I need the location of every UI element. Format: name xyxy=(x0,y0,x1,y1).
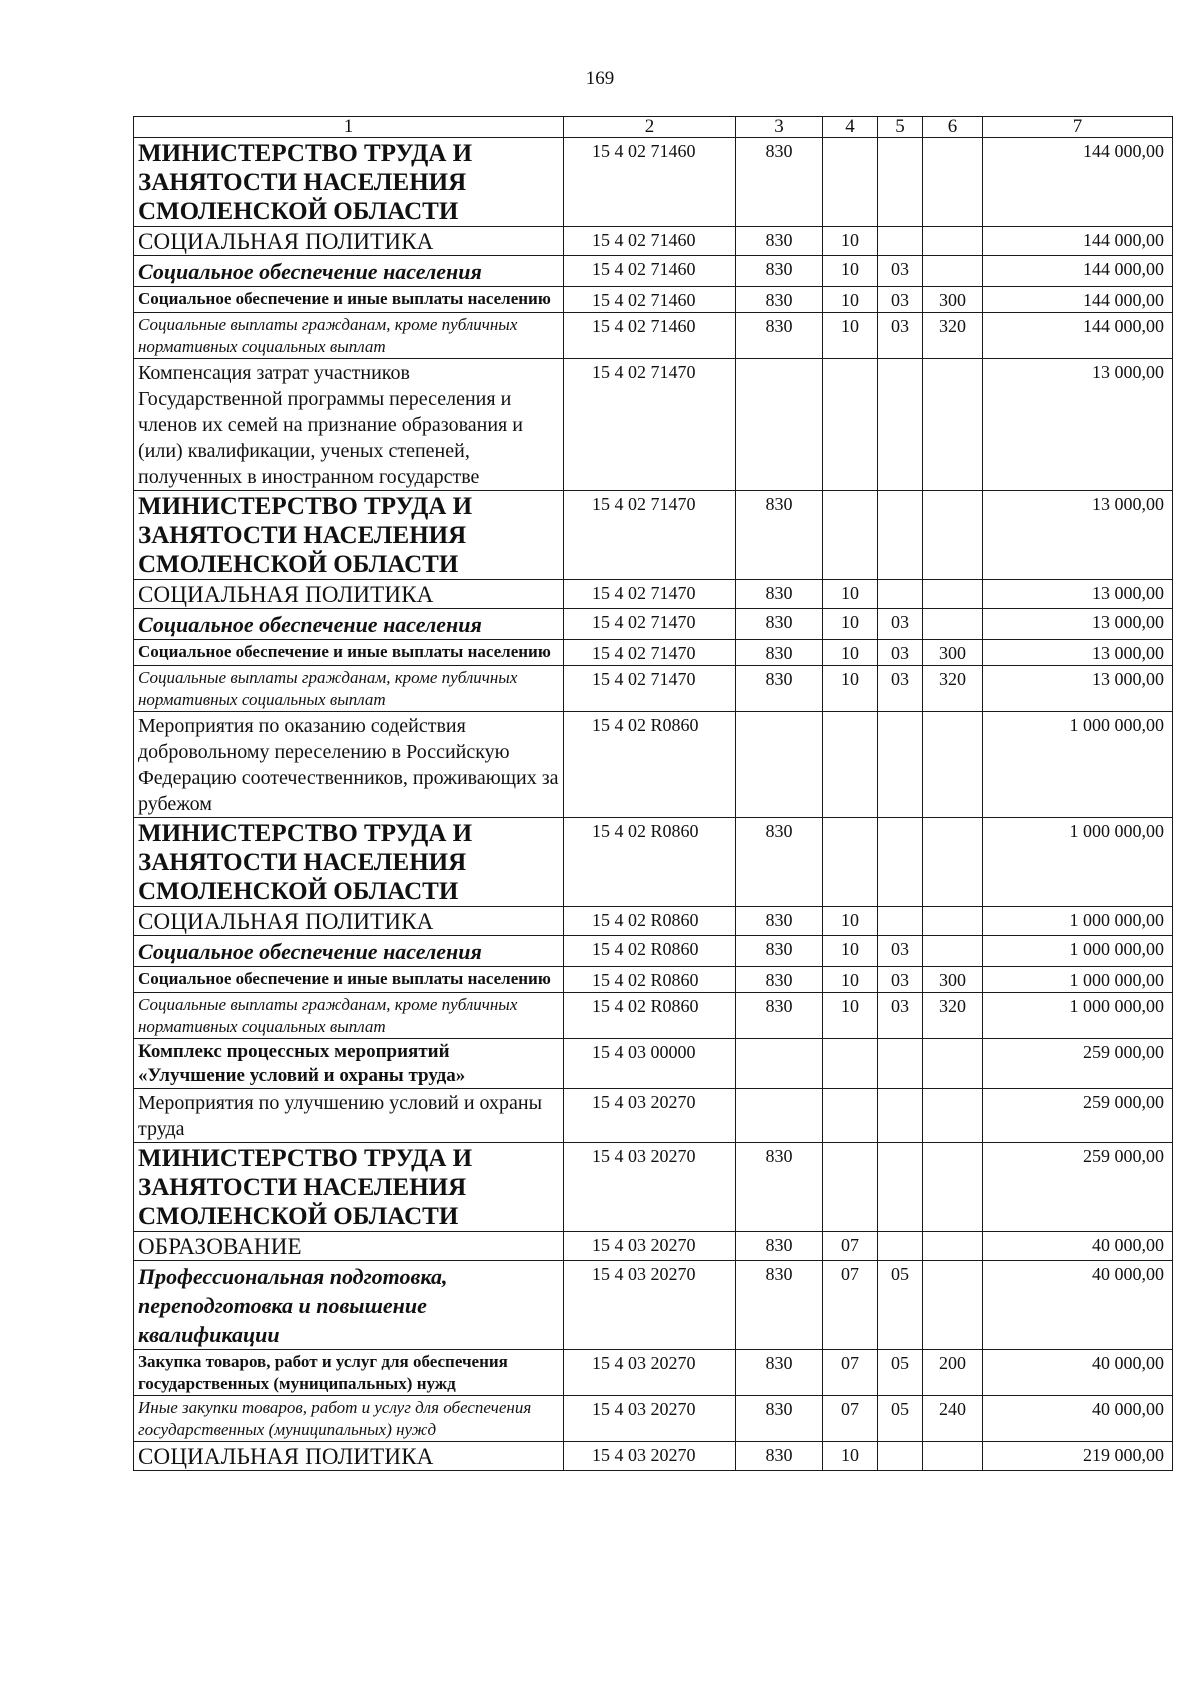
row-subsection-code xyxy=(878,359,923,491)
row-ministry-code: 830 xyxy=(736,491,823,580)
row-ministry-code xyxy=(736,359,823,491)
row-section-code xyxy=(823,138,878,227)
row-name: СОЦИАЛЬНАЯ ПОЛИТИКА xyxy=(134,907,564,936)
column-number: 7 xyxy=(983,117,1173,138)
row-expense-type-code xyxy=(923,1442,983,1471)
row-target-code: 15 4 02 71460 xyxy=(564,138,736,227)
table-row xyxy=(134,227,1173,256)
row-target-code: 15 4 02 71470 xyxy=(564,491,736,580)
table-row xyxy=(134,1039,1173,1089)
row-amount: 13 000,00 xyxy=(983,666,1173,712)
row-target-code: 15 4 02 R0860 xyxy=(564,967,736,993)
row-expense-type-code: 240 xyxy=(923,1396,983,1442)
row-section-code xyxy=(823,1089,878,1143)
table-row xyxy=(134,818,1173,907)
row-amount: 1 000 000,00 xyxy=(983,936,1173,967)
row-amount: 13 000,00 xyxy=(983,491,1173,580)
row-ministry-code: 830 xyxy=(736,1232,823,1261)
row-section-code: 10 xyxy=(823,993,878,1039)
row-amount: 259 000,00 xyxy=(983,1039,1173,1089)
row-amount: 144 000,00 xyxy=(983,256,1173,287)
row-expense-type-code xyxy=(923,491,983,580)
row-name: Социальное обеспечение населения xyxy=(134,609,564,640)
table-row xyxy=(134,1261,1173,1350)
row-expense-type-code xyxy=(923,907,983,936)
row-ministry-code: 830 xyxy=(736,936,823,967)
row-expense-type-code xyxy=(923,227,983,256)
table-row xyxy=(134,1089,1173,1143)
row-name: Социальные выплаты гражданам, кроме публичных нормативных социальных выплат xyxy=(134,666,564,712)
row-target-code: 15 4 03 20270 xyxy=(564,1089,736,1143)
row-section-code xyxy=(823,359,878,491)
table-row xyxy=(134,666,1173,712)
row-amount: 144 000,00 xyxy=(983,313,1173,359)
row-expense-type-code xyxy=(923,1089,983,1143)
row-ministry-code: 830 xyxy=(736,313,823,359)
row-subsection-code: 03 xyxy=(878,640,923,666)
row-target-code: 15 4 03 20270 xyxy=(564,1350,736,1396)
table-row xyxy=(134,967,1173,993)
row-target-code: 15 4 02 R0860 xyxy=(564,818,736,907)
row-section-code: 10 xyxy=(823,227,878,256)
row-subsection-code xyxy=(878,1442,923,1471)
row-target-code: 15 4 02 R0860 xyxy=(564,993,736,1039)
row-section-code: 10 xyxy=(823,313,878,359)
row-expense-type-code: 200 xyxy=(923,1350,983,1396)
row-name: Социальное обеспечение и иные выплаты населению xyxy=(134,287,564,313)
row-section-code: 10 xyxy=(823,1442,878,1471)
row-target-code: 15 4 02 71460 xyxy=(564,287,736,313)
row-ministry-code: 830 xyxy=(736,227,823,256)
table-row xyxy=(134,609,1173,640)
row-expense-type-code xyxy=(923,138,983,227)
row-subsection-code xyxy=(878,138,923,227)
row-target-code: 15 4 02 71470 xyxy=(564,359,736,491)
row-amount: 144 000,00 xyxy=(983,227,1173,256)
column-number: 6 xyxy=(923,117,983,138)
row-amount: 40 000,00 xyxy=(983,1396,1173,1442)
budget-table xyxy=(133,116,1173,1471)
row-target-code: 15 4 03 20270 xyxy=(564,1143,736,1232)
row-amount: 219 000,00 xyxy=(983,1442,1173,1471)
row-subsection-code: 03 xyxy=(878,609,923,640)
column-number: 3 xyxy=(736,117,823,138)
row-ministry-code: 830 xyxy=(736,1261,823,1350)
row-ministry-code: 830 xyxy=(736,640,823,666)
row-target-code: 15 4 02 R0860 xyxy=(564,936,736,967)
table-row xyxy=(134,359,1173,491)
row-subsection-code xyxy=(878,907,923,936)
row-name: МИНИСТЕРСТВО ТРУДА И ЗАНЯТОСТИ НАСЕЛЕНИЯ СМОЛЕНСКОЙ ОБЛАСТИ xyxy=(134,1143,564,1232)
row-target-code: 15 4 03 00000 xyxy=(564,1039,736,1089)
row-name: Социальное обеспечение и иные выплаты населению xyxy=(134,967,564,993)
row-ministry-code: 830 xyxy=(736,580,823,609)
row-subsection-code xyxy=(878,712,923,818)
row-ministry-code: 830 xyxy=(736,993,823,1039)
column-number: 2 xyxy=(564,117,736,138)
row-expense-type-code xyxy=(923,359,983,491)
row-target-code: 15 4 03 20270 xyxy=(564,1396,736,1442)
row-amount: 40 000,00 xyxy=(983,1232,1173,1261)
row-name: Компенсация затрат участников Государственной программы переселения и членов их семей на признание образования и (или) квалификации, ученых степеней, полученных в иностранном государстве xyxy=(134,359,564,491)
row-ministry-code: 830 xyxy=(736,1143,823,1232)
row-subsection-code xyxy=(878,227,923,256)
row-expense-type-code: 300 xyxy=(923,967,983,993)
table-row xyxy=(134,491,1173,580)
row-subsection-code xyxy=(878,491,923,580)
row-ministry-code: 830 xyxy=(736,609,823,640)
row-name: ОБРАЗОВАНИЕ xyxy=(134,1232,564,1261)
row-name: Социальные выплаты гражданам, кроме публичных нормативных социальных выплат xyxy=(134,313,564,359)
table-row xyxy=(134,1396,1173,1442)
column-number: 5 xyxy=(878,117,923,138)
row-section-code: 10 xyxy=(823,907,878,936)
row-ministry-code xyxy=(736,1039,823,1089)
row-subsection-code: 05 xyxy=(878,1261,923,1350)
row-expense-type-code: 300 xyxy=(923,287,983,313)
page-number: 169 xyxy=(585,68,615,89)
row-section-code: 10 xyxy=(823,580,878,609)
row-ministry-code xyxy=(736,712,823,818)
table-row xyxy=(134,1143,1173,1232)
row-expense-type-code xyxy=(923,1232,983,1261)
row-subsection-code xyxy=(878,1039,923,1089)
row-target-code: 15 4 02 71460 xyxy=(564,313,736,359)
table-row xyxy=(134,907,1173,936)
row-ministry-code xyxy=(736,1089,823,1143)
table-row xyxy=(134,993,1173,1039)
row-amount: 144 000,00 xyxy=(983,138,1173,227)
row-section-code xyxy=(823,712,878,818)
row-subsection-code xyxy=(878,1232,923,1261)
row-expense-type-code xyxy=(923,1143,983,1232)
row-section-code: 07 xyxy=(823,1396,878,1442)
row-subsection-code: 05 xyxy=(878,1350,923,1396)
row-ministry-code: 830 xyxy=(736,1396,823,1442)
row-ministry-code: 830 xyxy=(736,907,823,936)
row-expense-type-code: 320 xyxy=(923,666,983,712)
row-ministry-code: 830 xyxy=(736,1350,823,1396)
row-expense-type-code xyxy=(923,818,983,907)
row-amount: 13 000,00 xyxy=(983,580,1173,609)
row-amount: 1 000 000,00 xyxy=(983,712,1173,818)
row-section-code: 10 xyxy=(823,640,878,666)
row-name: МИНИСТЕРСТВО ТРУДА И ЗАНЯТОСТИ НАСЕЛЕНИЯ СМОЛЕНСКОЙ ОБЛАСТИ xyxy=(134,491,564,580)
row-target-code: 15 4 02 71460 xyxy=(564,227,736,256)
row-subsection-code: 03 xyxy=(878,666,923,712)
row-amount: 40 000,00 xyxy=(983,1350,1173,1396)
row-amount: 1 000 000,00 xyxy=(983,993,1173,1039)
row-amount: 259 000,00 xyxy=(983,1143,1173,1232)
row-amount: 13 000,00 xyxy=(983,359,1173,491)
row-section-code xyxy=(823,491,878,580)
row-section-code: 07 xyxy=(823,1232,878,1261)
table-row xyxy=(134,1232,1173,1261)
row-expense-type-code xyxy=(923,1261,983,1350)
row-subsection-code xyxy=(878,1089,923,1143)
row-section-code xyxy=(823,1143,878,1232)
row-amount: 144 000,00 xyxy=(983,287,1173,313)
column-number: 1 xyxy=(134,117,564,138)
row-target-code: 15 4 02 R0860 xyxy=(564,712,736,818)
row-subsection-code: 03 xyxy=(878,256,923,287)
row-section-code: 10 xyxy=(823,936,878,967)
row-name: Социальное обеспечение и иные выплаты населению xyxy=(134,640,564,666)
row-name: СОЦИАЛЬНАЯ ПОЛИТИКА xyxy=(134,580,564,609)
row-name: Профессиональная подготовка, переподготовка и повышение квалификации xyxy=(134,1261,564,1350)
table-row xyxy=(134,313,1173,359)
row-ministry-code: 830 xyxy=(736,1442,823,1471)
row-name: МИНИСТЕРСТВО ТРУДА И ЗАНЯТОСТИ НАСЕЛЕНИЯ СМОЛЕНСКОЙ ОБЛАСТИ xyxy=(134,818,564,907)
row-name: Иные закупки товаров, работ и услуг для обеспечения государственных (муниципальных) нужд xyxy=(134,1396,564,1442)
row-amount: 259 000,00 xyxy=(983,1089,1173,1143)
row-section-code: 10 xyxy=(823,967,878,993)
table-row xyxy=(134,712,1173,818)
table-row xyxy=(134,580,1173,609)
row-amount: 1 000 000,00 xyxy=(983,907,1173,936)
table-row xyxy=(134,138,1173,227)
table-row xyxy=(134,640,1173,666)
table-row xyxy=(134,1350,1173,1396)
column-number-row xyxy=(134,117,1173,138)
row-section-code: 07 xyxy=(823,1350,878,1396)
row-ministry-code: 830 xyxy=(736,818,823,907)
row-name: Закупка товаров, работ и услуг для обеспечения государственных (муниципальных) нужд xyxy=(134,1350,564,1396)
row-ministry-code: 830 xyxy=(736,138,823,227)
row-target-code: 15 4 02 71470 xyxy=(564,609,736,640)
row-name: Социальное обеспечение населения xyxy=(134,256,564,287)
row-ministry-code: 830 xyxy=(736,666,823,712)
row-amount: 40 000,00 xyxy=(983,1261,1173,1350)
row-subsection-code: 03 xyxy=(878,287,923,313)
table-row xyxy=(134,256,1173,287)
row-expense-type-code: 320 xyxy=(923,993,983,1039)
row-name: Мероприятия по улучшению условий и охраны труда xyxy=(134,1089,564,1143)
row-amount: 13 000,00 xyxy=(983,640,1173,666)
row-expense-type-code xyxy=(923,1039,983,1089)
table-row xyxy=(134,287,1173,313)
row-subsection-code: 03 xyxy=(878,967,923,993)
row-ministry-code: 830 xyxy=(736,287,823,313)
row-name: СОЦИАЛЬНАЯ ПОЛИТИКА xyxy=(134,1442,564,1471)
row-name: Социальное обеспечение населения xyxy=(134,936,564,967)
row-section-code: 10 xyxy=(823,287,878,313)
row-name: Комплекс процессных мероприятий «Улучшение условий и охраны труда» xyxy=(134,1039,564,1089)
row-subsection-code xyxy=(878,818,923,907)
row-section-code: 10 xyxy=(823,609,878,640)
row-amount: 1 000 000,00 xyxy=(983,967,1173,993)
row-target-code: 15 4 03 20270 xyxy=(564,1232,736,1261)
row-target-code: 15 4 02 71470 xyxy=(564,640,736,666)
row-section-code: 10 xyxy=(823,256,878,287)
table-row xyxy=(134,1442,1173,1471)
row-target-code: 15 4 03 20270 xyxy=(564,1261,736,1350)
row-amount: 13 000,00 xyxy=(983,609,1173,640)
row-subsection-code: 03 xyxy=(878,313,923,359)
row-target-code: 15 4 02 71460 xyxy=(564,256,736,287)
row-ministry-code: 830 xyxy=(736,967,823,993)
row-subsection-code xyxy=(878,1143,923,1232)
row-target-code: 15 4 02 71470 xyxy=(564,580,736,609)
row-section-code xyxy=(823,818,878,907)
row-name: СОЦИАЛЬНАЯ ПОЛИТИКА xyxy=(134,227,564,256)
row-name: МИНИСТЕРСТВО ТРУДА И ЗАНЯТОСТИ НАСЕЛЕНИЯ СМОЛЕНСКОЙ ОБЛАСТИ xyxy=(134,138,564,227)
row-expense-type-code xyxy=(923,256,983,287)
row-subsection-code: 03 xyxy=(878,936,923,967)
column-number: 4 xyxy=(823,117,878,138)
row-subsection-code: 05 xyxy=(878,1396,923,1442)
budget-table-body xyxy=(134,138,1173,1471)
row-subsection-code xyxy=(878,580,923,609)
row-name: Мероприятия по оказанию содействия добровольному переселению в Российскую Федерацию соотечественников, проживающих за рубежом xyxy=(134,712,564,818)
row-target-code: 15 4 03 20270 xyxy=(564,1442,736,1471)
row-expense-type-code: 320 xyxy=(923,313,983,359)
row-amount: 1 000 000,00 xyxy=(983,818,1173,907)
row-section-code xyxy=(823,1039,878,1089)
row-expense-type-code xyxy=(923,712,983,818)
row-name: Социальные выплаты гражданам, кроме публичных нормативных социальных выплат xyxy=(134,993,564,1039)
row-expense-type-code: 300 xyxy=(923,640,983,666)
table-row xyxy=(134,936,1173,967)
row-expense-type-code xyxy=(923,580,983,609)
row-target-code: 15 4 02 71470 xyxy=(564,666,736,712)
row-expense-type-code xyxy=(923,609,983,640)
row-expense-type-code xyxy=(923,936,983,967)
row-section-code: 10 xyxy=(823,666,878,712)
row-section-code: 07 xyxy=(823,1261,878,1350)
row-subsection-code: 03 xyxy=(878,993,923,1039)
row-ministry-code: 830 xyxy=(736,256,823,287)
row-target-code: 15 4 02 R0860 xyxy=(564,907,736,936)
